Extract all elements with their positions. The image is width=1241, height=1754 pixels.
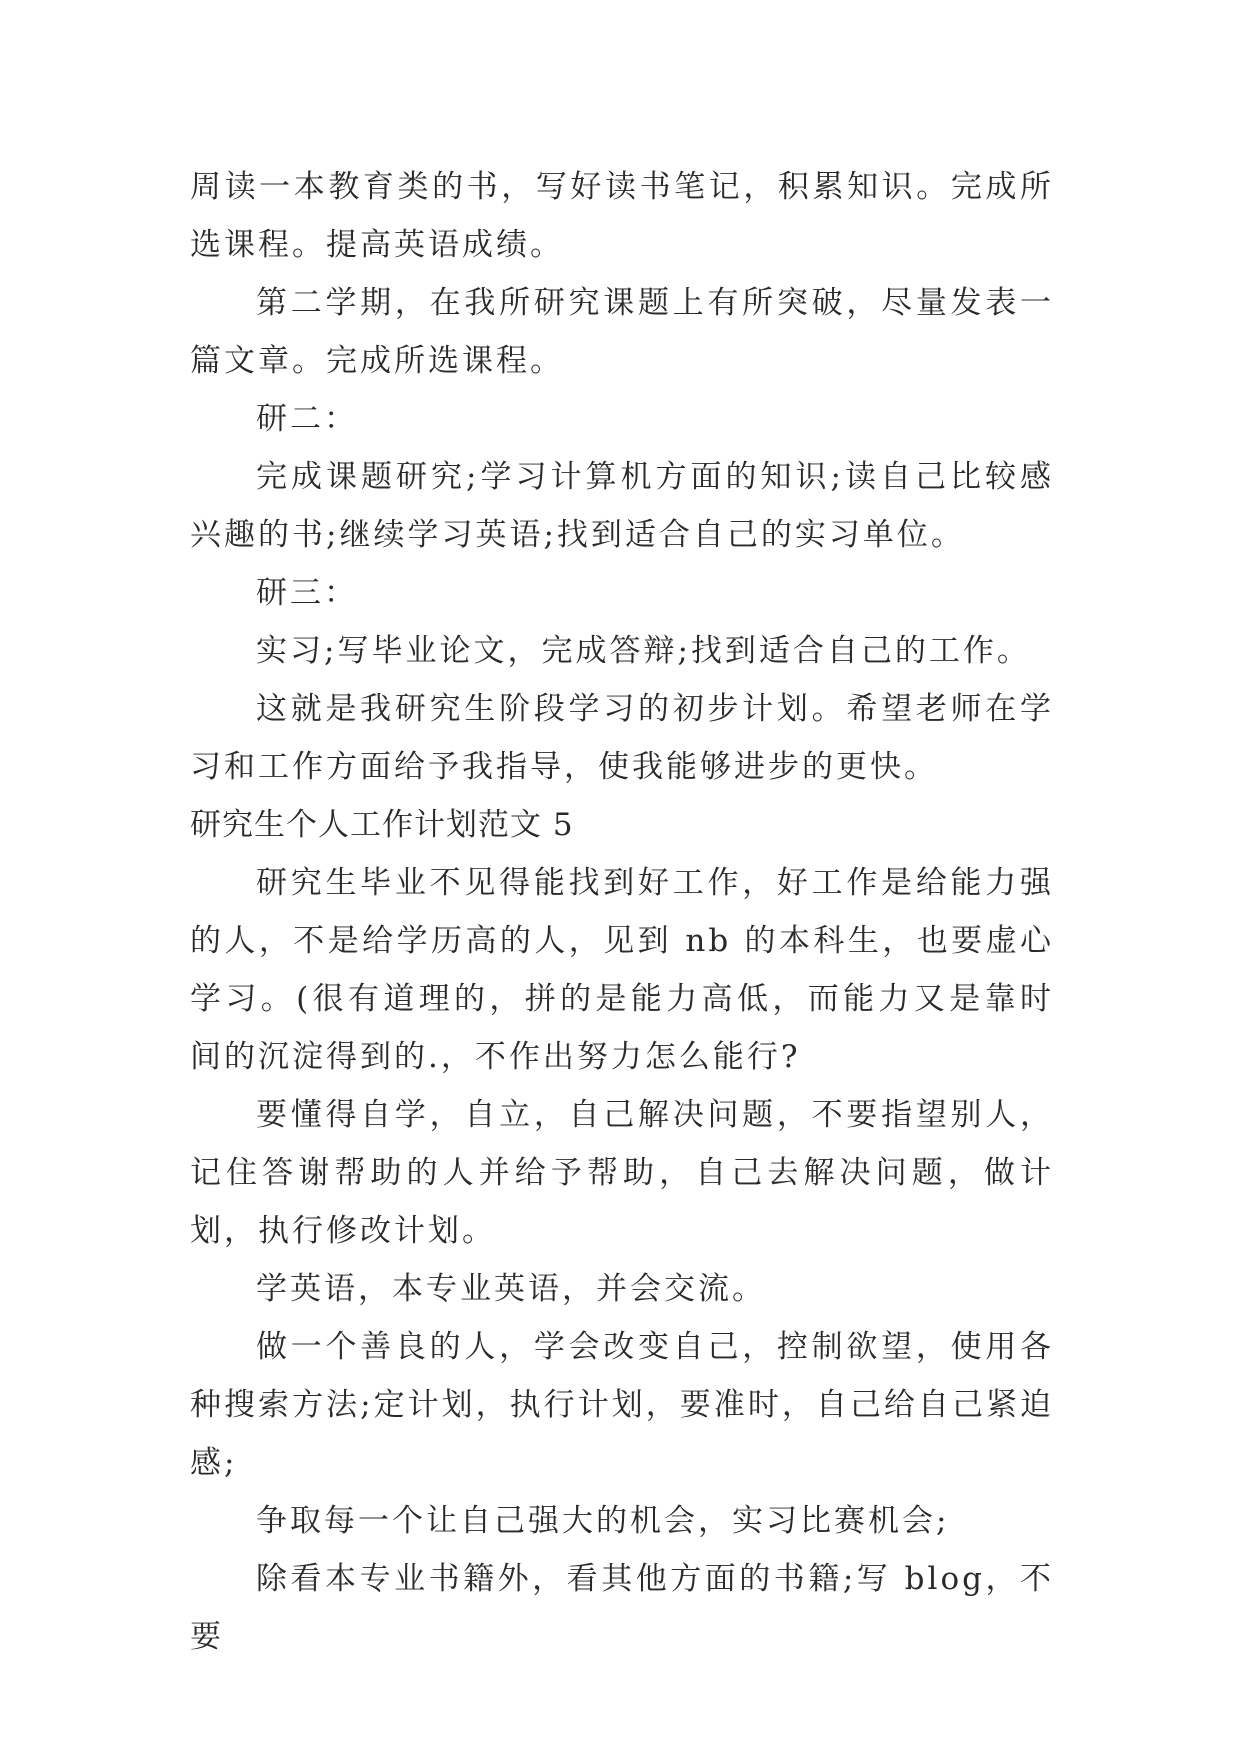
paragraph-7: 这就是我研究生阶段学习的初步计划。希望老师在学习和工作方面给予我指导，使我能够进步的更快。 <box>190 691 1054 785</box>
paragraph-3: 研二： <box>256 401 358 437</box>
paragraph-10: 要懂得自学，自立，自己解决问题，不要指望别人，记住答谢帮助的人并给予帮助，自己去解决问题，做计划，执行修改计划。 <box>190 1097 1054 1249</box>
paragraph-12: 做一个善良的人，学会改变自己，控制欲望，使用各种搜索方法;定计划，执行计划，要准时，自己给自己紧迫感; <box>190 1329 1054 1481</box>
paragraph-2: 第二学期，在我所研究课题上有所突破，尽量发表一篇文章。完成所选课程。 <box>190 285 1054 379</box>
document-body <box>190 158 1054 1666</box>
paragraph-4: 完成课题研究;学习计算机方面的知识;读自己比较感兴趣的书;继续学习英语;找到适合自己的实习单位。 <box>190 459 1054 553</box>
paragraph-14: 除看本专业书籍外，看其他方面的书籍;写 blog，不要 <box>190 1561 1054 1655</box>
paragraph-6: 实习;写毕业论文，完成答辩;找到适合自己的工作。 <box>256 633 1031 669</box>
paragraph-5: 研三： <box>256 575 358 611</box>
paragraph-11: 学英语，本专业英语，并会交流。 <box>256 1271 766 1307</box>
paragraph-9: 研究生毕业不见得能找到好工作，好工作是给能力强的人，不是给学历高的人，见到 nb 的本科生，也要虚心学习。(很有道理的，拼的是能力高低，而能力又是靠时间的沉淀得到的.，不作出努力怎么能行? <box>190 865 1054 1075</box>
section-heading: 研究生个人工作计划范文 5 <box>190 807 574 843</box>
paragraph-13: 争取每一个让自己强大的机会，实习比赛机会; <box>256 1503 950 1539</box>
paragraph-1: 周读一本教育类的书，写好读书笔记，积累知识。完成所选课程。提高英语成绩。 <box>190 169 1054 263</box>
